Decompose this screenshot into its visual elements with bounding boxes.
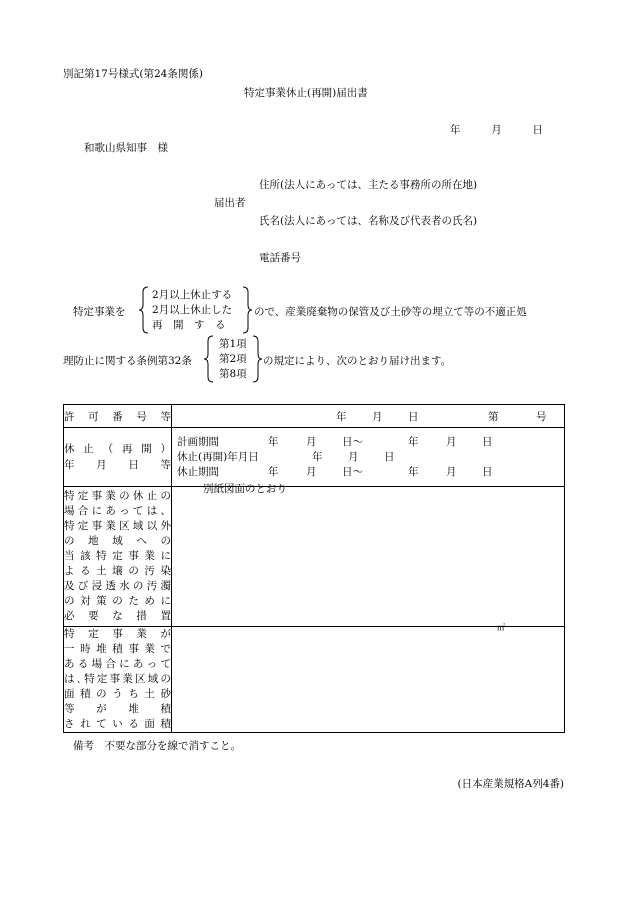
suspend-date-year: 年 — [312, 451, 323, 463]
period-start-month: 月 — [306, 466, 317, 478]
measures-label-line: の 地 域 へ の — [64, 535, 171, 547]
period-end-day: 日 — [482, 466, 493, 478]
option-paragraph-2: 第2項 — [219, 353, 247, 365]
measures-label-line: 特 定 事 業 区 域 以 外 — [64, 520, 171, 532]
dates-value-cell — [172, 428, 565, 487]
addressee: 和歌山県知事 様 — [84, 142, 168, 154]
area-label-line: 等 が 堆 積 — [64, 703, 171, 715]
area-label-line: あ る 場 合 に あ っ て — [64, 658, 171, 670]
area-label-line: 一 時 堆 積 事 業 で — [64, 643, 171, 655]
plan-end-day: 日 — [482, 436, 493, 448]
period-end-year: 年 — [408, 466, 419, 478]
dates-label-cell — [64, 428, 172, 487]
plan-end-month: 月 — [446, 436, 457, 448]
plan-start-month: 月 — [306, 436, 317, 448]
name-label: 氏名(法人にあっては、名称及び代表者の氏名) — [259, 215, 478, 227]
period-start-day: 日～ — [342, 466, 363, 478]
dates-label-line2: 年 月 日 等 — [64, 459, 171, 471]
permit-day: 日 — [408, 411, 419, 423]
address-label: 住所(法人にあっては、主たる事務所の所在地) — [259, 179, 478, 191]
permit-value-cell — [172, 405, 565, 428]
table-row-dates — [64, 428, 565, 487]
options-list-2 — [219, 337, 247, 382]
date-line — [450, 122, 543, 137]
options-list-1 — [152, 288, 232, 333]
document-title: 特定事業休止(再開)届出書 — [244, 87, 368, 99]
measures-label-line: よ る 土 壌 の 汚 染 — [64, 565, 171, 577]
left-brace-icon — [203, 335, 215, 383]
area-label-line: さ れ て い る 面 積 — [64, 718, 171, 730]
measures-label-line: の 対 策 の た め に — [64, 595, 171, 607]
form-table — [63, 404, 565, 733]
phone-label: 電話番号 — [259, 252, 301, 264]
day-label: 日 — [532, 124, 543, 136]
measures-label-cell — [64, 487, 172, 627]
body-suffix-2: の規定により、次のとおり届け出ます。 — [263, 355, 452, 367]
suspend-date-day: 日 — [384, 451, 395, 463]
plan-start-day: 日～ — [342, 436, 363, 448]
measures-value-cell — [172, 483, 565, 627]
area-label-line: 面 積 の う ち 土 砂 — [64, 688, 171, 700]
year-label: 年 — [450, 124, 461, 136]
measures-label-line: 特 定 事 業 の 休 止 の — [64, 490, 171, 502]
table-row-area — [64, 627, 565, 733]
dates-label-line1: 休 止 （ 再 開 ） — [64, 443, 171, 455]
option-suspend-planned: 2月以上休止する — [152, 289, 233, 301]
period-start-year: 年 — [268, 466, 279, 478]
table-row-measures — [64, 487, 565, 627]
measures-label-line: 場 合 に あ っ て は 、 — [64, 505, 171, 517]
permit-label-cell — [64, 405, 172, 428]
body-suffix-1: ので、産業廃棄物の保管及び土砂等の埋立て等の不適正処 — [254, 306, 527, 318]
jis-footer: (日本産業規格A列4番) — [457, 778, 564, 790]
option-paragraph-1: 第1項 — [219, 338, 247, 350]
right-brace-icon — [241, 286, 253, 334]
month-label: 月 — [491, 124, 502, 136]
area-label-cell — [64, 627, 172, 733]
option-resume: 再 開 す る — [152, 319, 226, 331]
remarks-note: 備考 不要な部分を線で消すこと。 — [73, 740, 241, 752]
area-unit: ㎡ — [497, 623, 505, 632]
area-value-cell — [172, 623, 565, 733]
permit-number-prefix: 第 — [488, 411, 499, 423]
notifier-label: 届出者 — [214, 197, 246, 209]
measures-value: 別紙図面のとおり — [203, 483, 287, 495]
option-paragraph-8: 第8項 — [219, 368, 247, 380]
suspend-date-label: 休止(再開)年月日 — [177, 451, 259, 463]
period-end-month: 月 — [446, 466, 457, 478]
plan-start-year: 年 — [268, 436, 279, 448]
measures-label-line: 当 該 特 定 事 業 に — [64, 550, 171, 562]
measures-label-line: 及 び 浸 透 水 の 汚 濁 — [64, 580, 171, 592]
measures-label-line: 必 要 な 措 置 — [64, 610, 171, 622]
area-label-line: は ､ 特 定 事 業 区 域 の — [64, 673, 171, 685]
permit-year: 年 — [336, 411, 347, 423]
area-label-line: 特 定 事 業 が — [64, 628, 171, 640]
suspend-date-month: 月 — [348, 451, 359, 463]
table-row-permit — [64, 405, 565, 428]
right-brace-icon — [251, 335, 263, 383]
suspend-period-label: 休止期間 — [177, 466, 219, 478]
permit-month: 月 — [372, 411, 383, 423]
body-prefix-1: 特定事業を — [73, 306, 126, 318]
plan-period-label: 計画期間 — [177, 436, 219, 448]
style-number: 別記第17号様式(第24条関係) — [63, 68, 203, 80]
left-brace-icon — [138, 286, 150, 334]
permit-number-suffix: 号 — [536, 411, 547, 423]
permit-number-label: 許 可 番 号 等 — [64, 410, 171, 423]
option-suspended: 2月以上休止した — [152, 304, 233, 316]
body-prefix-2: 理防止に関する条例第32条 — [63, 355, 192, 367]
plan-end-year: 年 — [408, 436, 419, 448]
